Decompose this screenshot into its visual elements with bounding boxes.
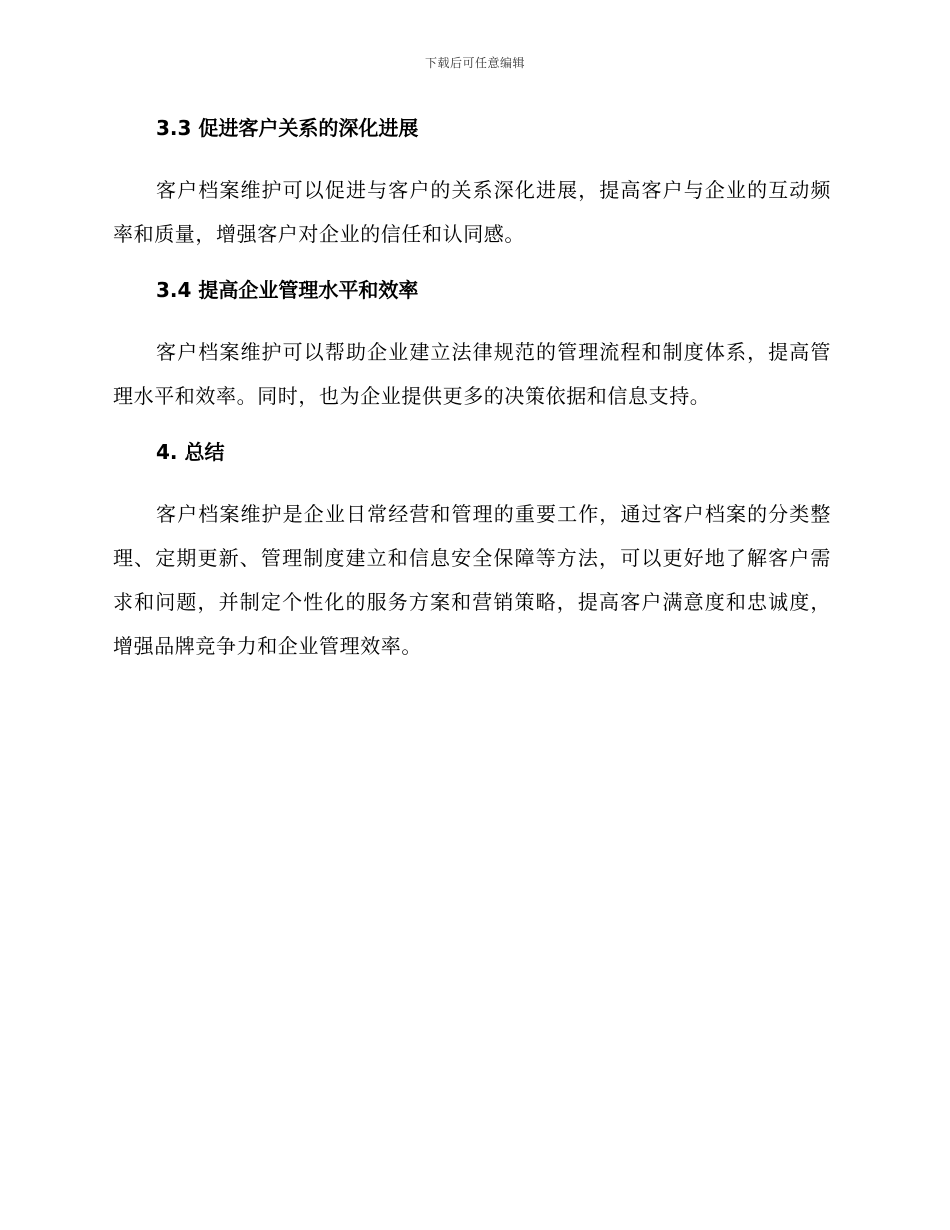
section-heading-3-3: 3.3 促进客户关系的深化进展 [156, 116, 419, 140]
section-paragraph-4: 客户档案维护是企业日常经营和管理的重要工作，通过客户档案的分类整理、定期更新、管理制度建立和信息安全保障等方法，可以更好地了解客户需求和问题，并制定个性化的服务方案和营销策略，提高客户满意度和忠诚度，增强品牌竞争力和企业管理效率。 [113, 502, 831, 658]
header-note: 下载后可任意编辑 [424, 56, 525, 70]
section-paragraph-3-4: 客户档案维护可以帮助企业建立法律规范的管理流程和制度体系，提高管理水平和效率。同时，也为企业提供更多的决策依据和信息支持。 [113, 340, 831, 408]
section-heading-3-4: 3.4 提高企业管理水平和效率 [156, 278, 419, 302]
document-body [113, 112, 831, 668]
section-paragraph-3-3: 客户档案维护可以促进与客户的关系深化进展，提高客户与企业的互动频率和质量，增强客户对企业的信任和认同感。 [113, 178, 831, 246]
section-heading-4: 4. 总结 [156, 440, 225, 464]
